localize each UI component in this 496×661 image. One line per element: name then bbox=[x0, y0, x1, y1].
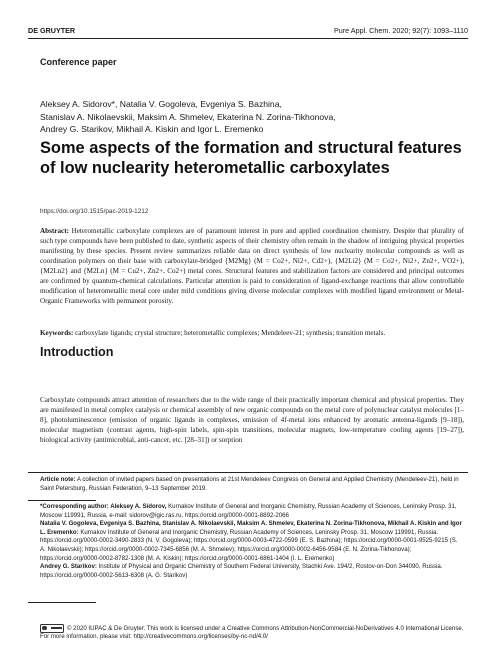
correspondence-rule bbox=[28, 500, 96, 501]
section-heading: Introduction bbox=[40, 345, 114, 359]
content-type: Conference paper bbox=[40, 57, 117, 67]
correspondence-block bbox=[40, 503, 464, 599]
abstract-text: Heterometallic carboxylate complexes are of paramount interest in pure and applied coordination chemistry. Despite that plurality of such type compounds have been published to date, synthetic aspects of their chemistry often remain in the shadow of intriguing physical properties manifesting by these species. Present review summarizes reliable data on direct synthesis of low nuclearity molecular compounds as well as coordination polymers on their base with carboxylate-bridged {M2Mg} (M = Co2+, Ni2+, Cd2+), {M2Li2} (M = Co2+, Ni2+, Zn2+, VO2+), {M2Ln2} and {M2Ln} (M = Cu2+, Zn2+, Co2+) metal cores. Structural features and stabilization factors are considered and principal outcomes are confirmed by quantum-chemical calculations. Particular attention is paid to consideration of ligand-exchange reactions that allow controllable modification of heterometallic metal core under mild conditions giving diverse molecular complexes with modified ligand environment or Metal-Organic Frameworks with permanent porosity. bbox=[40, 227, 464, 306]
journal-citation: Pure Appl. Chem. 2020; 92(7): 1093–1110 bbox=[334, 26, 468, 35]
header-rule bbox=[28, 38, 468, 39]
corresponding-author-text: Kurnakov Institute of General and Inorganic Chemistry, Russian Academy of Sciences, Leninsky Prosp. 31, Moscow 119991, Russia, e-mail: sidorov@igic.ras.ru. https://orcid.org/0000-0001-8892-2066 bbox=[40, 503, 457, 519]
cc-license-icon bbox=[40, 624, 64, 633]
paper-title: Some aspects of the formation and structural features of low nuclearity heterometallic carboxylates bbox=[40, 139, 462, 177]
author-list bbox=[40, 98, 464, 136]
abstract bbox=[40, 226, 464, 326]
coauthor-affiliation bbox=[40, 520, 464, 563]
author-line: Andrey G. Starikov, Mikhail A. Kiskin and Igor L. Eremenko bbox=[40, 124, 264, 135]
article-note-label: Article note: bbox=[40, 476, 76, 483]
footnote-rule bbox=[28, 472, 468, 473]
license-block bbox=[40, 624, 464, 642]
coauthor-affiliation-text: Kurnakov Institute of General and Inorganic Chemistry, Russian Academy of Sciences, Leninsky Prosp. 31, Moscow 119991, Russia. https://orcid.org/0000-0002-3490-2833 (N. V. Gogoleva); https://orcid.org/0000-0003-4722-0599 (E. S. Bazhina); https://orcid.org/0000-0001-9525-9215 (S. A. Nikolaevskii); https://orcid.org/0000-0002-7345-6856 (M. A. Shmelev); https://orcid.org/0000-0002-6456-9584 (E. N. Zorina-Tikhonova); https://orcid.org/0000-0002-8782-1308 (M. A. Kiskin); https://orcid.org/0000-0001-6861-1404 (I. L. Eremenko) bbox=[40, 528, 458, 562]
corresponding-author-label: *Corresponding author: Aleksey A. Sidorov, bbox=[40, 503, 167, 510]
keywords-label: Keywords: bbox=[40, 329, 74, 337]
starikov-affiliation-text: Institute of Physical and Organic Chemistry of Southern Federal University, Stachki Ave. 194/2, Rostov-on-Don 344090, Russia. https://orcid.org/0000-0002-5613-6308 (A. G. Starikov) bbox=[40, 563, 443, 579]
abstract-label: Abstract: bbox=[40, 227, 69, 235]
license-text: © 2020 IUPAC & De Gruyter. This work is licensed under a Creative Commons Attribution-NonCommercial-NoDerivatives 4.0 International License. For more information, please visit: http://creativecommons.org/licenses/by-nc-nd/4.0/ bbox=[40, 624, 464, 641]
introduction-text: Carboxylate compounds attract attention of researchers due to the wide range of their practically important chemical and physical properties. They are manifested in metal complex catalysis or chemical assembly of new organic compounds on the metal core of polynuclear catalyst molecules [1–8], photoluminescence (emission of organic ligands in complexes, emission of 4f-metal ions enhanced by aromatic antenna-ligands [9–18]), molecular magnetism (contrast agents, high-spin labels, spin-spin transitions, molecular magnets, low-temperature cooling agents [19–27]), biological activity (antimicrobial, anti-cancer, etc. [28–31]) or sorption bbox=[40, 396, 464, 445]
author-line: Aleksey A. Sidorov*, Natalia V. Gogoleva, Evgeniya S. Bazhina, bbox=[40, 99, 282, 109]
license-rule bbox=[28, 602, 96, 603]
keywords-text: carboxylate ligands; crystal structure; heterometallic complexes; Mendeleev-21; synthesis; transition metals. bbox=[75, 329, 386, 337]
corresponding-author bbox=[40, 503, 464, 520]
starikov-name: Andrey G. Starikov: bbox=[40, 563, 97, 571]
article-note bbox=[40, 476, 464, 493]
keywords bbox=[40, 328, 464, 338]
publisher-name: DE GRUYTER bbox=[28, 26, 76, 35]
coauthor-names: Natalia V. Gogoleva, Evgeniya S. Bazhina, Stanislav A. Nikolaevskii, Maksim A. Shmelev, Ekaterina N. Zorina-Tikhonova, Mikhail A. Kiskin and Igor L. Eremenko: bbox=[40, 520, 462, 536]
author-line: Stanislav A. Nikolaevskii, Maksim A. Shmelev, Ekaterina N. Zorina-Tikhonova, bbox=[40, 111, 336, 122]
starikov-affiliation bbox=[40, 563, 464, 580]
article-note-text: A collection of invited papers based on presentations at 21st Mendeleev Congress on General and Applied Chemistry (Mendeleev-21), held in Saint Petersburg, Russian Federation, 9–13 September 2019. bbox=[40, 476, 459, 492]
doi-link[interactable]: https://doi.org/10.1515/pac-2019-1212 bbox=[40, 208, 149, 215]
running-header bbox=[28, 26, 468, 38]
